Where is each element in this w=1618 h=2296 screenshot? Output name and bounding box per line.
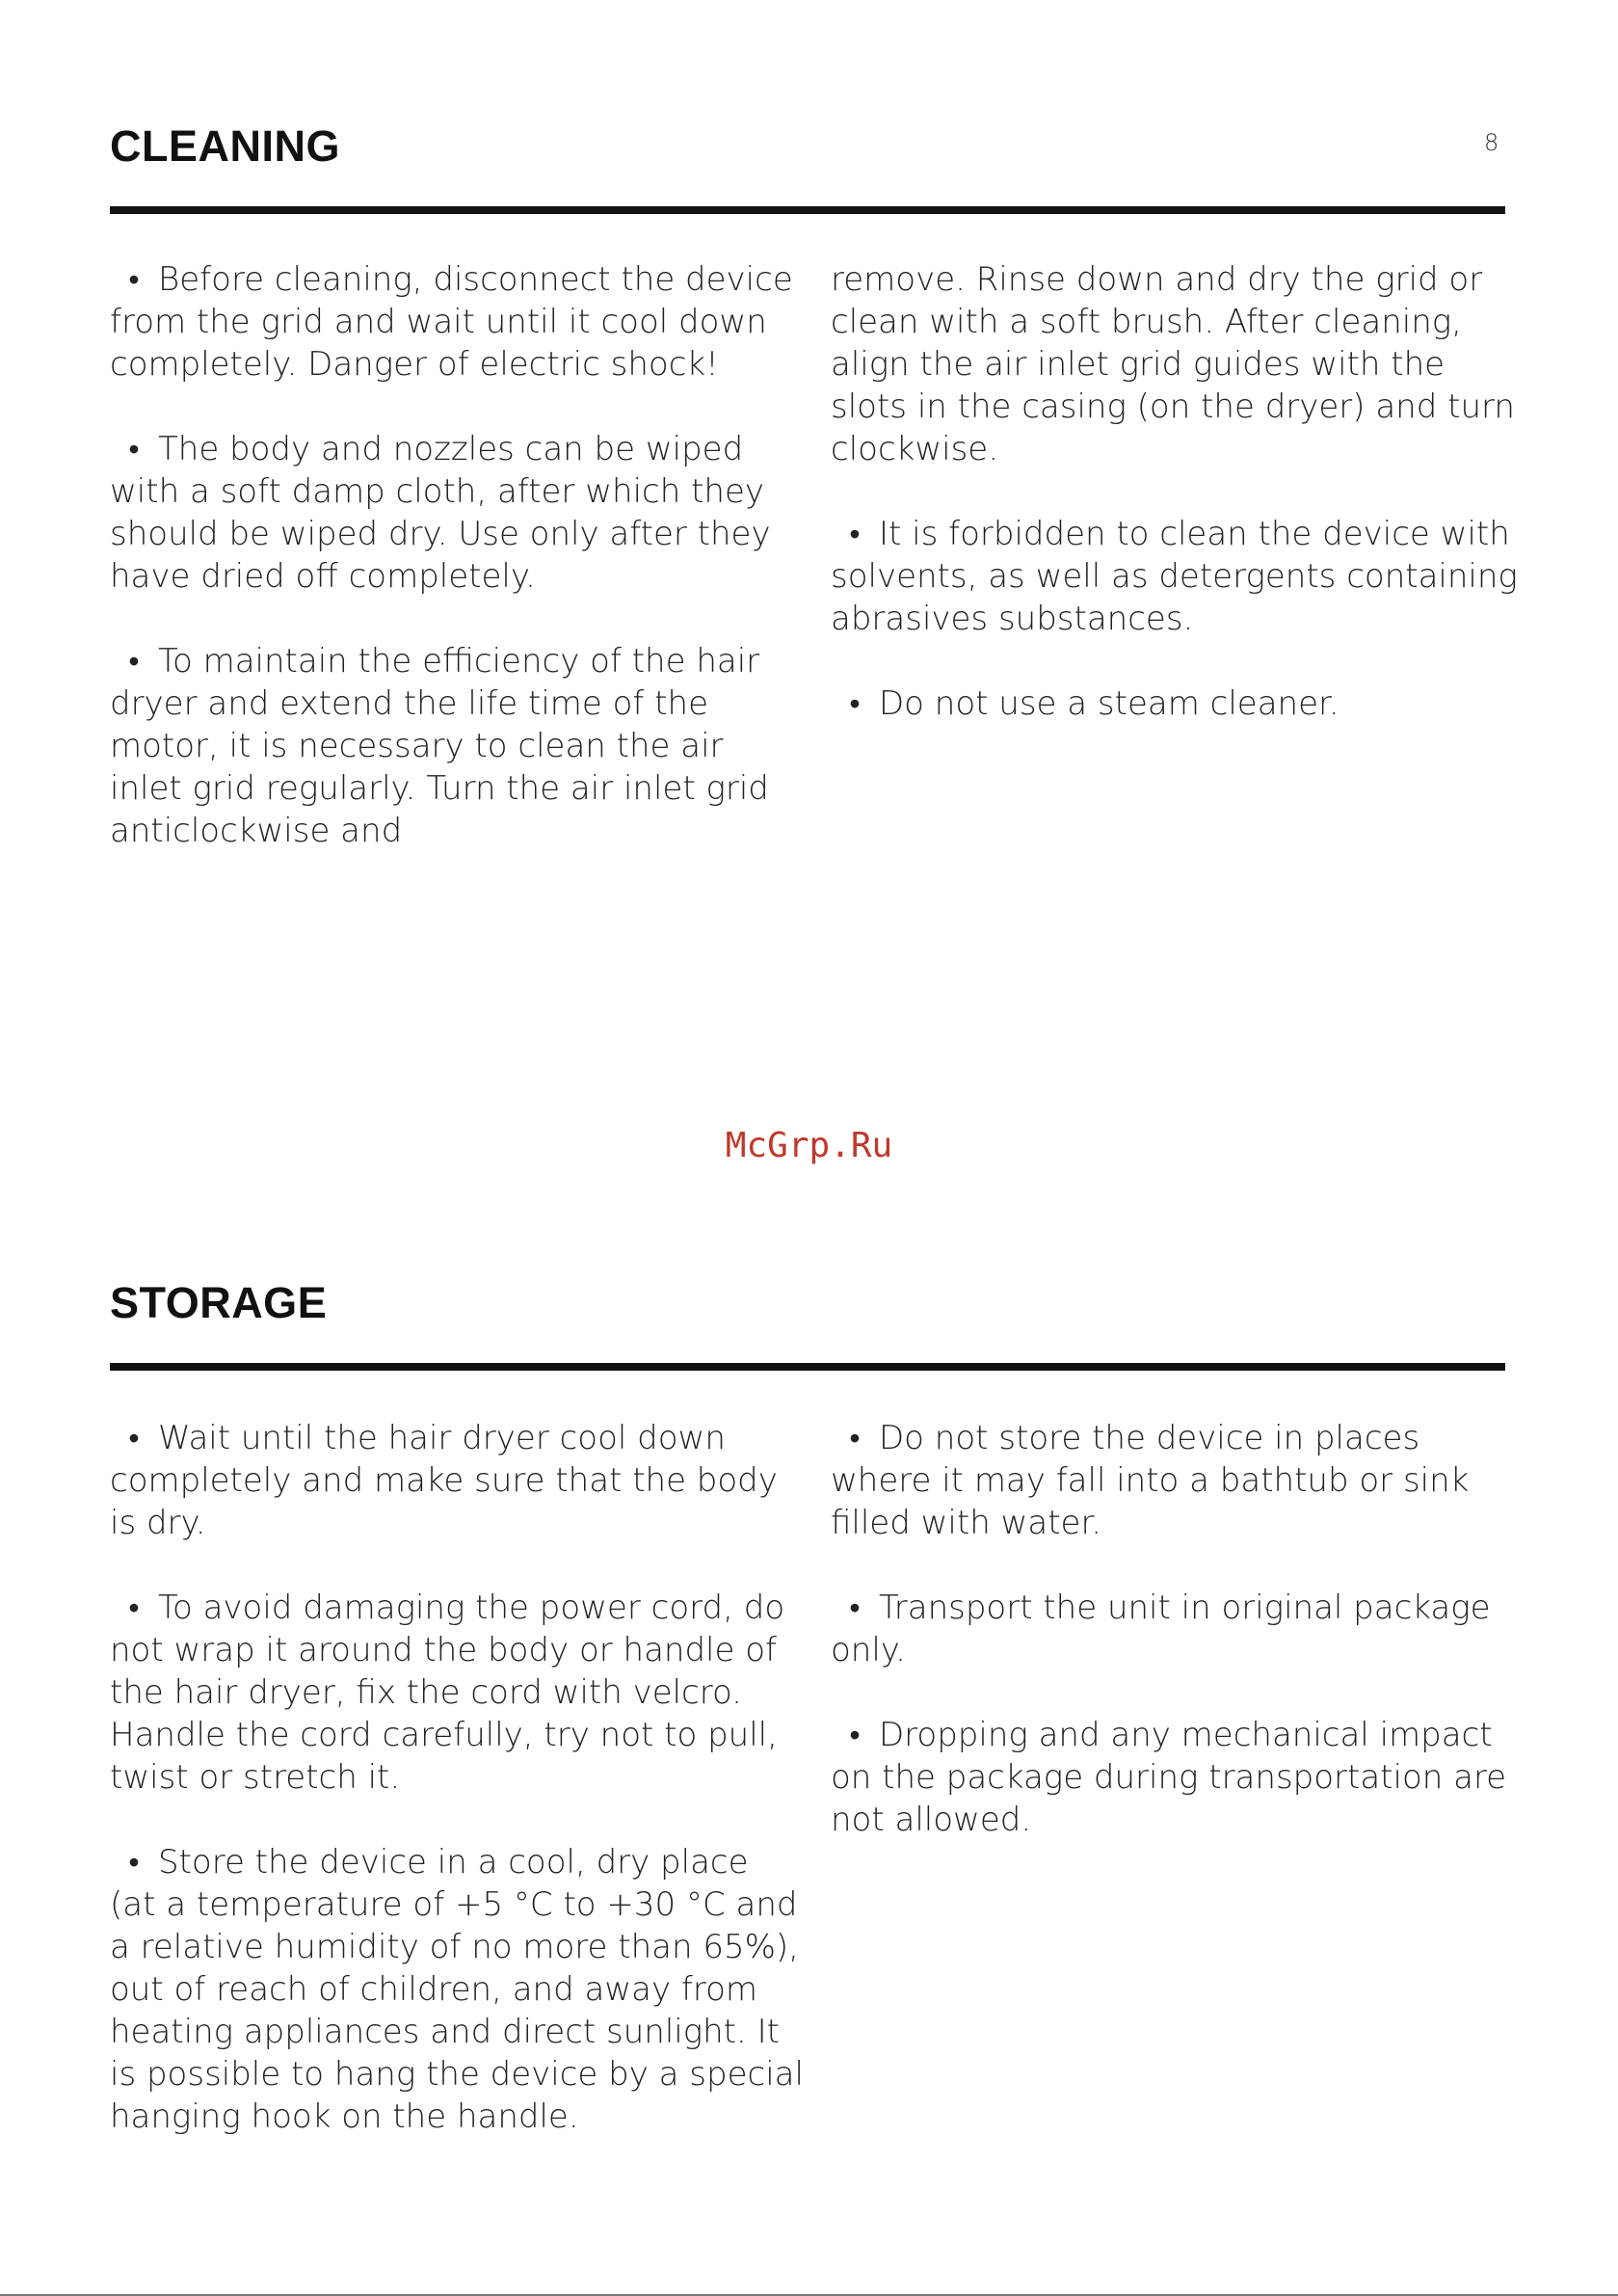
paragraph-text: remove. Rinse down and dry the grid or clean with a soft brush. After cleaning, align the air inlet grid guides with the slots in the casing (on the dryer) and turn clockwise.	[831, 260, 1515, 468]
paragraph-text: It is forbidden to clean the device with solvents, as well as detergents containing abrasives substances.	[831, 515, 1518, 638]
bullet-icon: •	[128, 1844, 140, 1881]
paragraph-text: To maintain the efficiency of the hair dryer and extend the life time of the motor, it is necessary to clean the air inlet grid regularly. Turn the air inlet grid anticlockwise and	[110, 642, 769, 850]
storage-paragraph	[110, 1841, 804, 2138]
storage-right-column	[831, 1417, 1525, 1883]
cleaning-left-column	[110, 258, 804, 894]
cleaning-title: CLEANING	[110, 121, 340, 171]
bullet-icon: •	[128, 1420, 140, 1456]
cleaning-paragraph	[110, 428, 804, 598]
cleaning-paragraph	[831, 513, 1525, 640]
paragraph-text: Do not store the device in places where it may fall into a bathtub or sink filled with water.	[831, 1419, 1470, 1542]
page-number: 8	[1484, 129, 1499, 156]
storage-title: STORAGE	[110, 1278, 328, 1327]
storage-paragraph	[831, 1587, 1525, 1671]
bullet-icon: •	[849, 685, 861, 722]
bullet-icon: •	[128, 261, 140, 298]
paragraph-text: Before cleaning, disconnect the device from the grid and wait until it cool down completely. Danger of electric shock!	[110, 260, 793, 384]
bullet-icon: •	[849, 1420, 861, 1456]
cleaning-paragraph	[110, 258, 804, 386]
bullet-icon: •	[128, 1589, 140, 1626]
watermark: McGrp.Ru	[725, 1126, 893, 1165]
storage-divider	[110, 1363, 1505, 1371]
paragraph-text: To avoid damaging the power cord, do not wrap it around the body or handle of the hair dryer, fix the cord with velcro. Handle the cord carefully, try not to pull, twist or stretch it.	[110, 1589, 785, 1797]
bullet-icon: •	[849, 516, 861, 552]
paragraph-text: Do not use a steam cleaner.	[879, 684, 1339, 723]
paragraph-text: Store the device in a cool, dry place (at a temperature of +5 °C to +30 °C and a relative humidity of no more than 65%), out of reach of children, and away from heating appliances and direct sunlight. It is possible to hang the device by a special hanging hook on the handle.	[110, 1843, 804, 2136]
cleaning-paragraph	[831, 258, 1525, 470]
paragraph-text: Dropping and any mechanical impact on the package during transportation are not allowed.	[831, 1716, 1507, 1839]
bullet-icon: •	[128, 431, 140, 467]
cleaning-right-column	[831, 258, 1525, 767]
paragraph-text: The body and nozzles can be wiped with a soft damp cloth, after which they should be wiped dry. Use only after they have dried off completely.	[110, 430, 771, 596]
bullet-icon: •	[849, 1717, 861, 1753]
bullet-icon: •	[128, 643, 140, 680]
storage-paragraph	[110, 1587, 804, 1799]
storage-paragraph	[831, 1417, 1525, 1544]
storage-left-column	[110, 1417, 804, 2180]
paragraph-text: Transport the unit in original package only.	[831, 1589, 1491, 1669]
cleaning-paragraph	[831, 682, 1525, 725]
cleaning-paragraph	[110, 640, 804, 852]
cleaning-divider	[110, 206, 1505, 214]
storage-paragraph	[831, 1714, 1525, 1841]
bullet-icon: •	[849, 1589, 861, 1626]
paragraph-text: Wait until the hair dryer cool down completely and make sure that the body is dry.	[110, 1419, 778, 1542]
storage-paragraph	[110, 1417, 804, 1544]
